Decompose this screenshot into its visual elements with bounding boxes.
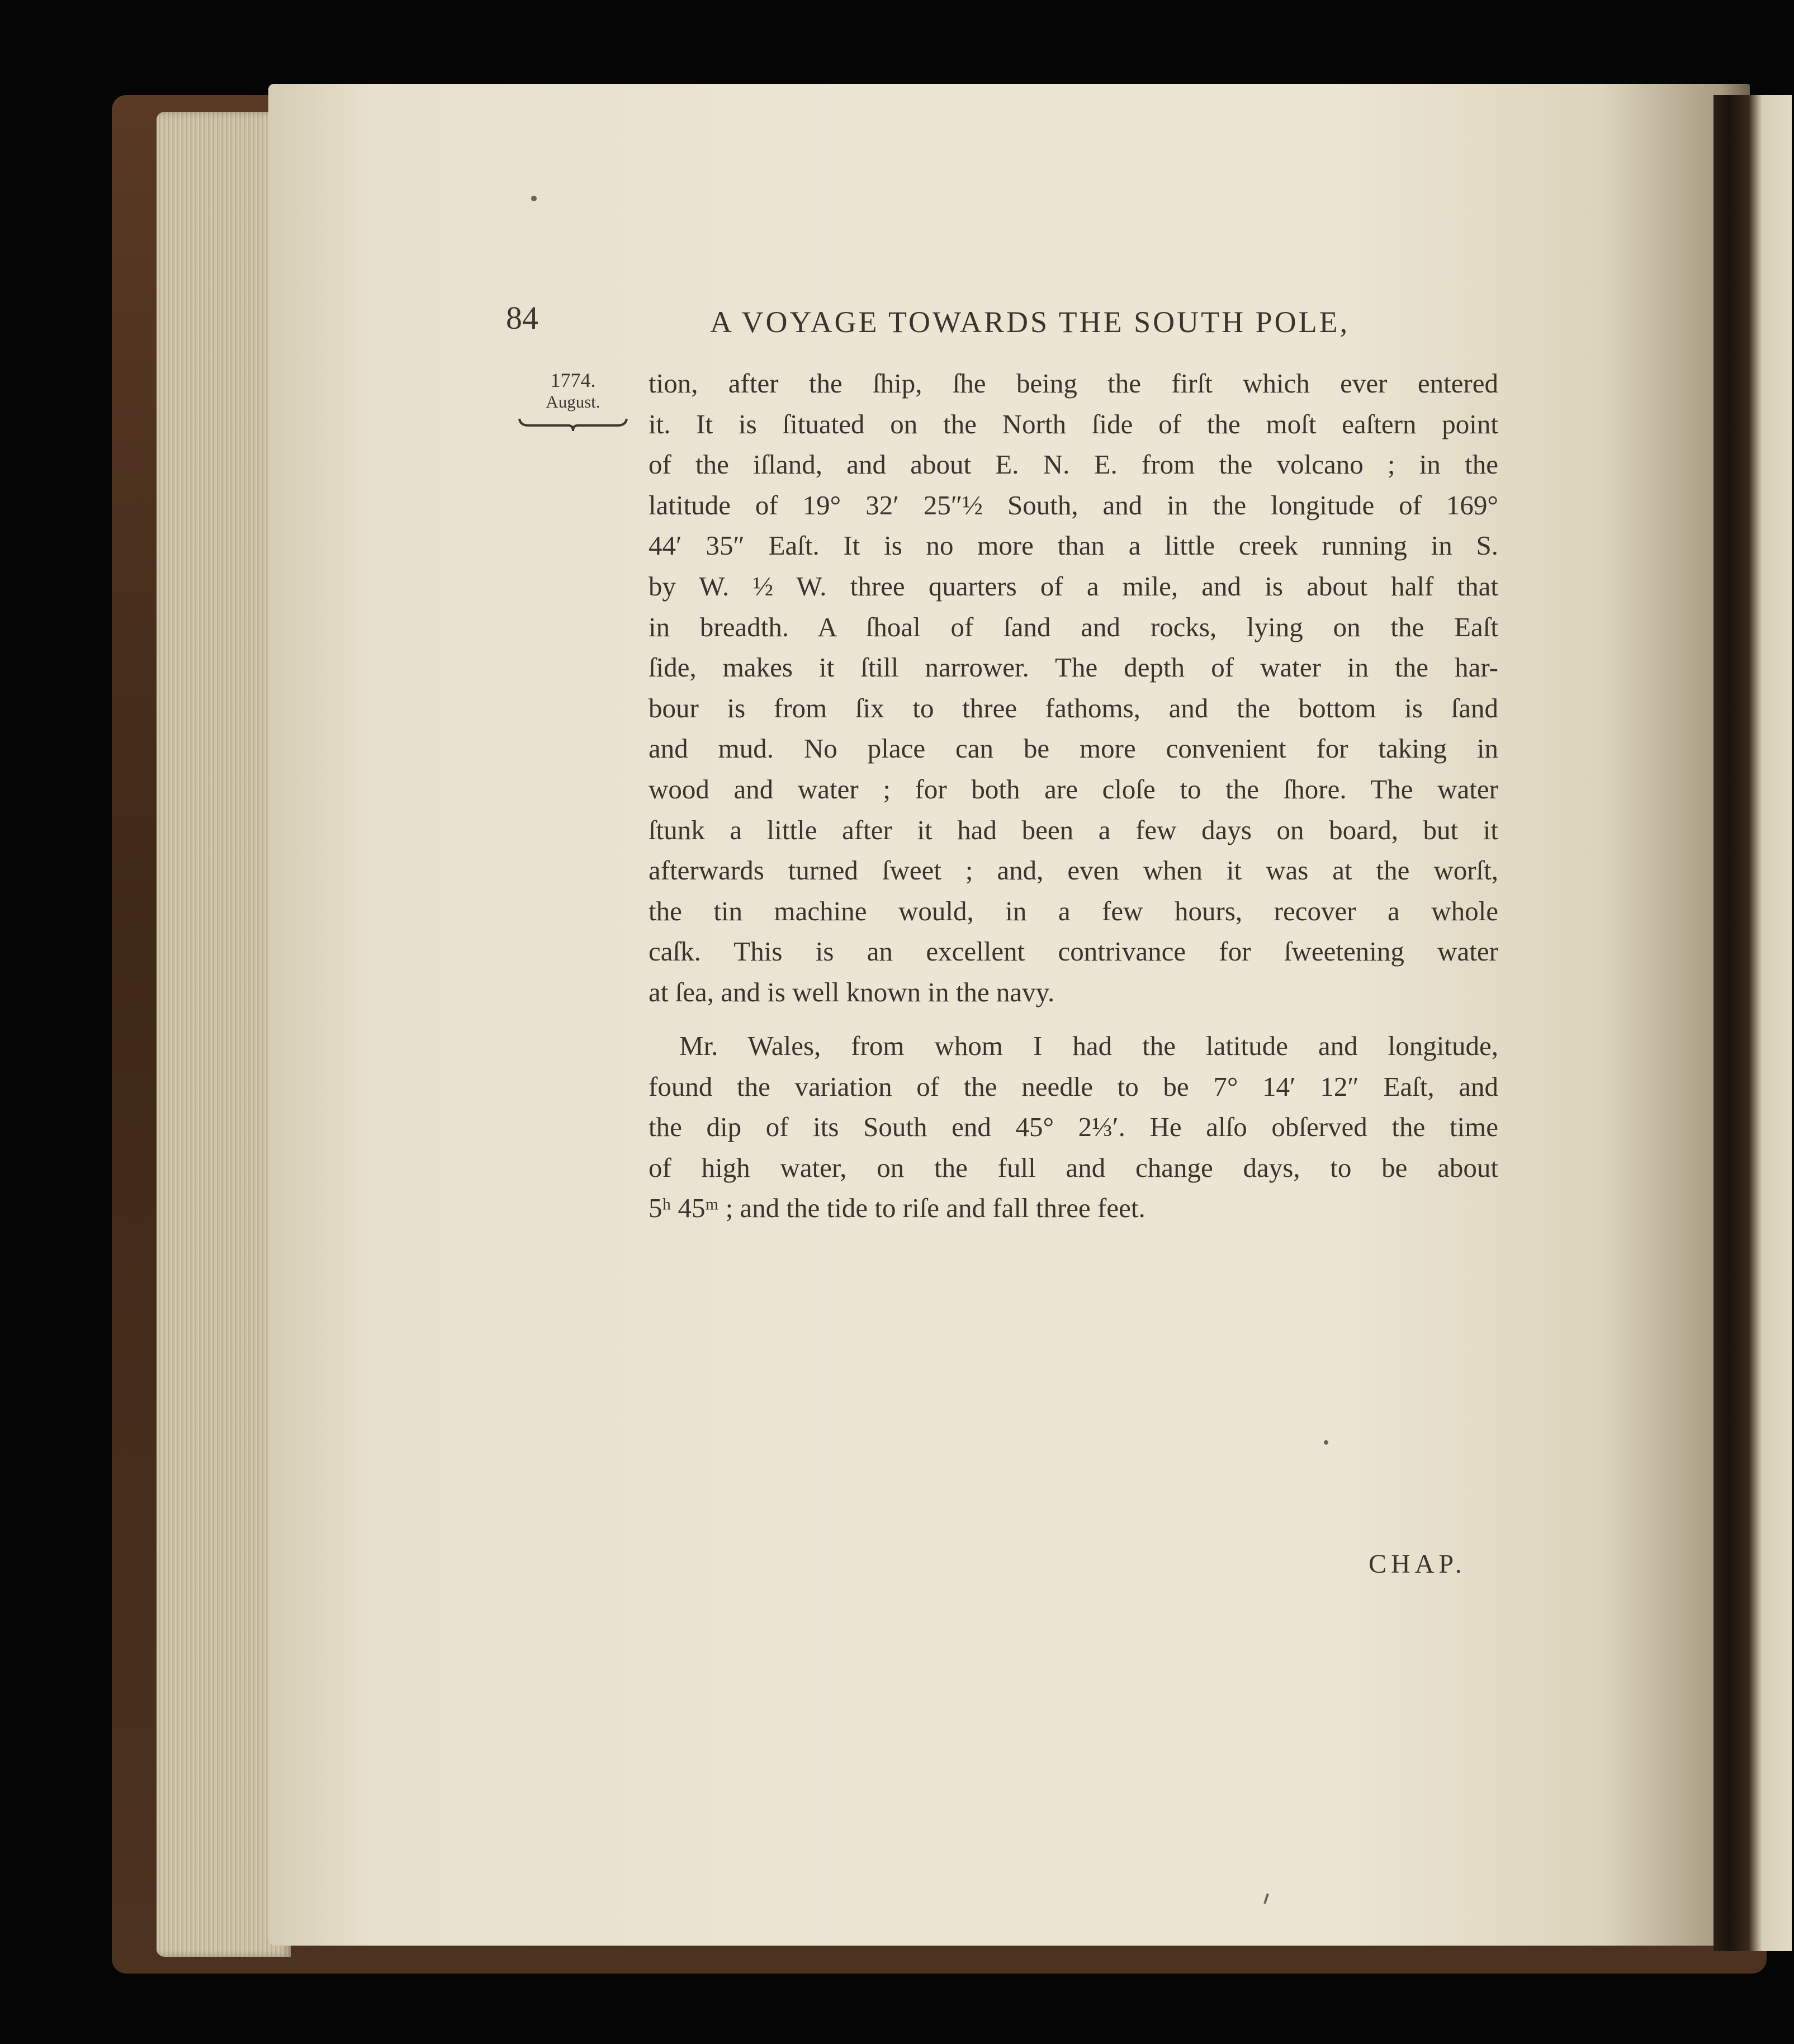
text-line: 5ʰ 45ᵐ ; and the tide to riſe and fall three feet. xyxy=(649,1193,1145,1224)
text-line: wood and water ; for both are cloſe to the ſhore. The water xyxy=(649,773,1498,805)
text-line: of the iſland, and about E. N. E. from the volcano ; in the xyxy=(649,449,1498,480)
text-line: the dip of its South end 45° 2⅓′. He alſo obſerved the time xyxy=(649,1111,1498,1143)
text-line: ſtunk a little after it had been a few days on board, but it xyxy=(649,814,1498,845)
text-line: caſk. This is an excellent contrivance for ſweetening water xyxy=(649,936,1498,967)
margin-year: 1774. xyxy=(550,369,596,391)
text-line: ſide, makes it ſtill narrower. The depth of water in the har- xyxy=(649,652,1498,683)
text-line: the tin machine would, in a few hours, recover a whole xyxy=(649,895,1498,926)
text-line: Mr. Wales, from whom I had the latitude and longitude, xyxy=(679,1030,1498,1061)
margin-month: August. xyxy=(546,392,600,412)
text-line: by W. ½ W. three quarters of a mile, and is about half that xyxy=(649,570,1498,602)
text-line: 44′ 35″ Eaſt. It is no more than a little creek running in S. xyxy=(649,530,1498,561)
text-line: of high water, on the full and change days, to be about xyxy=(649,1152,1498,1183)
text-line: found the variation of the needle to be 7° 14′ 12″ Eaſt, and xyxy=(649,1071,1498,1102)
text-line: it. It is ſituated on the North ſide of the moſt eaſtern point xyxy=(649,408,1498,439)
text-line: and mud. No place can be more convenient for taking in xyxy=(649,733,1498,764)
text-line: latitude of 19° 32′ 25″½ South, and in the longitude of 169° xyxy=(649,489,1498,521)
running-title: A VOYAGE TOWARDS THE SOUTH POLE, xyxy=(710,305,1350,339)
text-line: at ſea, and is well known in the navy. xyxy=(649,976,1055,1007)
catchword: CHAP. xyxy=(1369,1549,1466,1579)
text-line: tion, after the ſhip, ſhe being the firſt which ever entered xyxy=(649,368,1498,399)
page-number: 84 xyxy=(506,300,538,336)
text-line: in breadth. A ſhoal of ſand and rocks, lying on the Eaſt xyxy=(649,611,1498,642)
text-line: bour is from ſix to three fathoms, and the bottom is ſand xyxy=(649,692,1498,723)
text-line: afterwards turned ſweet ; and, even when it was at the worſt, xyxy=(649,855,1498,886)
